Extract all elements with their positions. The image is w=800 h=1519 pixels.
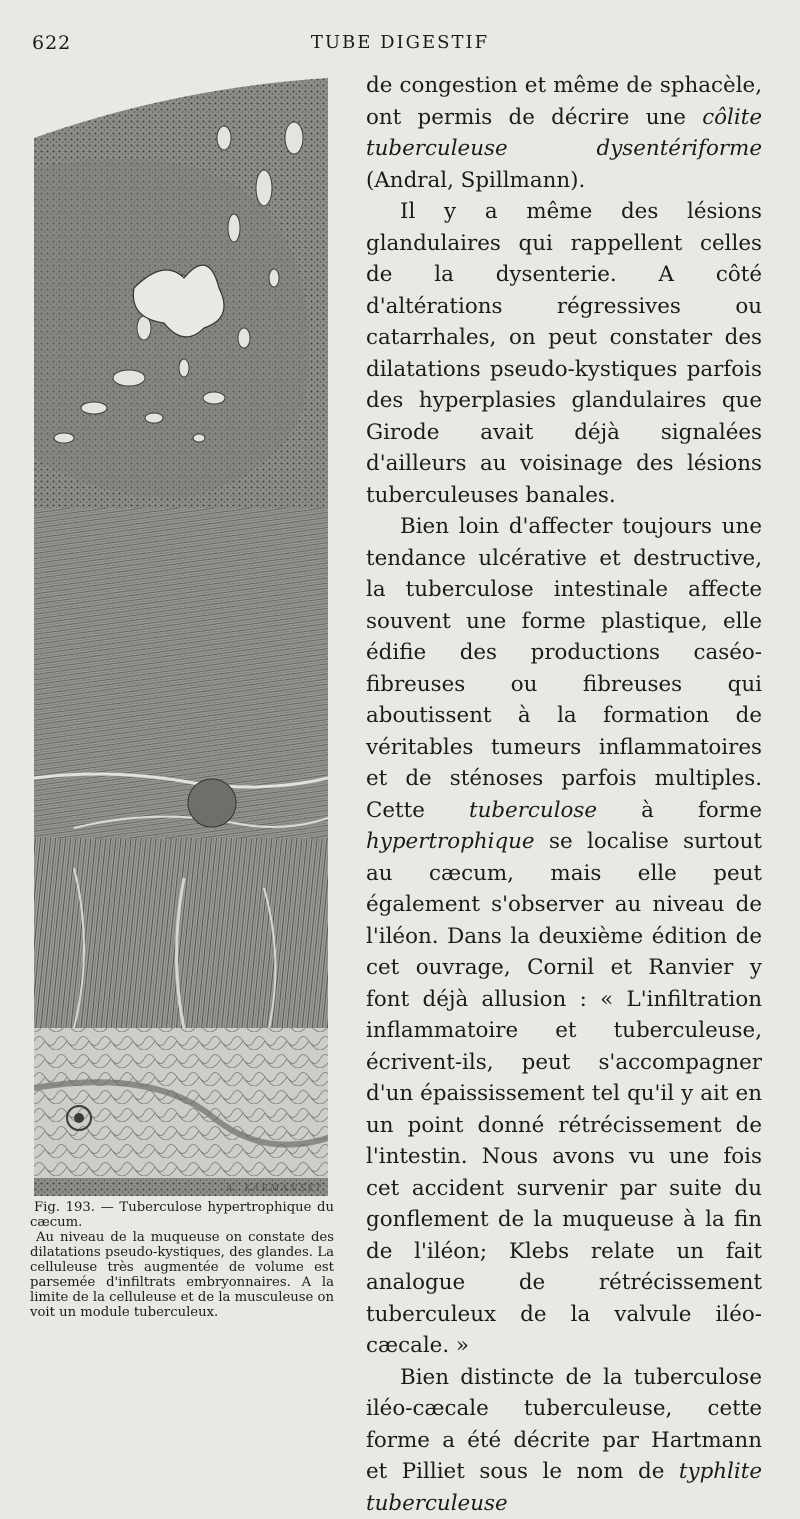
body-text (366, 70, 762, 1519)
text-run: (Andral, Spillmann). (366, 168, 585, 193)
caption-body: Au niveau de la muqueuse on constate des dilatations pseudo-kystiques, des glandes. La celluleuse très augmentée de volume est parsemée d'infiltrats embryonnaires. A la limite de la celluleuse et de la musculeuse on voit un module tuberculeux. (30, 1230, 334, 1320)
body-paragraph (366, 1362, 762, 1519)
italic-term: typhlite tuberculeuse (366, 1459, 762, 1516)
text-run: de congestion et même de sphacèle, ont permis de décrire une (366, 73, 762, 130)
text-run: Il y a même des lésions glandulaires qui rappellent celles de la dysenterie. A côté d'altérations régressives ou catarrhales, on peut constater des dilatations pseudo-kystiques parfois des hyperplasies glandulaires que Girode avait déjà signalées d'ailleurs au voisinage des lésions tuberculeuses banales. (366, 199, 762, 508)
body-paragraph (366, 511, 762, 1362)
illustrator-signature: A. KARMANSKI (226, 1184, 322, 1194)
text-run: se localise surtout au cæcum, mais elle peut également s'observer au niveau de l'iléon. Dans la deuxième édition de cet ouvrage, Cornil et Ranvier y font déjà allusion : « L'infiltration inflammatoire et tuberculeuse, écrivent-ils, peut s'accompagner d'un épaississement tel qu'il y ait en un point donné rétrécissement de l'intestin. Nous avons vu une fois cet accident survenir par suite du gonflement de la muqueuse à la fin de l'iléon; Klebs relate un fait analogue de rétrécissement tuberculeux de la valvule iléo-cæcale. » (366, 829, 762, 1358)
italic-term: côlite tuberculeuse dysentériforme (366, 105, 762, 162)
text-run: Bien loin d'affecter toujours une tendance ulcérative et destructive, la tuberculose intestinale affecte souvent une forme plastique, elle édifie des productions caséo-fibreuses ou fibreuses qui aboutissent à la formation de véritables tumeurs inflammatoires et de sténoses parfois multiples. Cette (366, 514, 762, 823)
text-run: à forme (597, 798, 762, 823)
figure-caption (30, 1200, 334, 1320)
text-run: Bien distincte de la tuberculose iléo-cæcale tuberculeuse, cette forme a été décrite par Hartmann et Pilliet sous le nom de (366, 1365, 762, 1485)
running-head: TUBE DIGESTIF (0, 32, 800, 53)
caption-title: Fig. 193. — Tuberculose hypertrophique du cæcum. (30, 1200, 334, 1230)
italic-term: hypertrophique (366, 829, 535, 854)
page-number: 622 (32, 32, 71, 54)
body-paragraph (366, 70, 762, 196)
histology-drawing (34, 78, 328, 1196)
italic-term: tuberculose (469, 798, 597, 823)
body-paragraph (366, 196, 762, 511)
histology-illustration (34, 78, 328, 1196)
